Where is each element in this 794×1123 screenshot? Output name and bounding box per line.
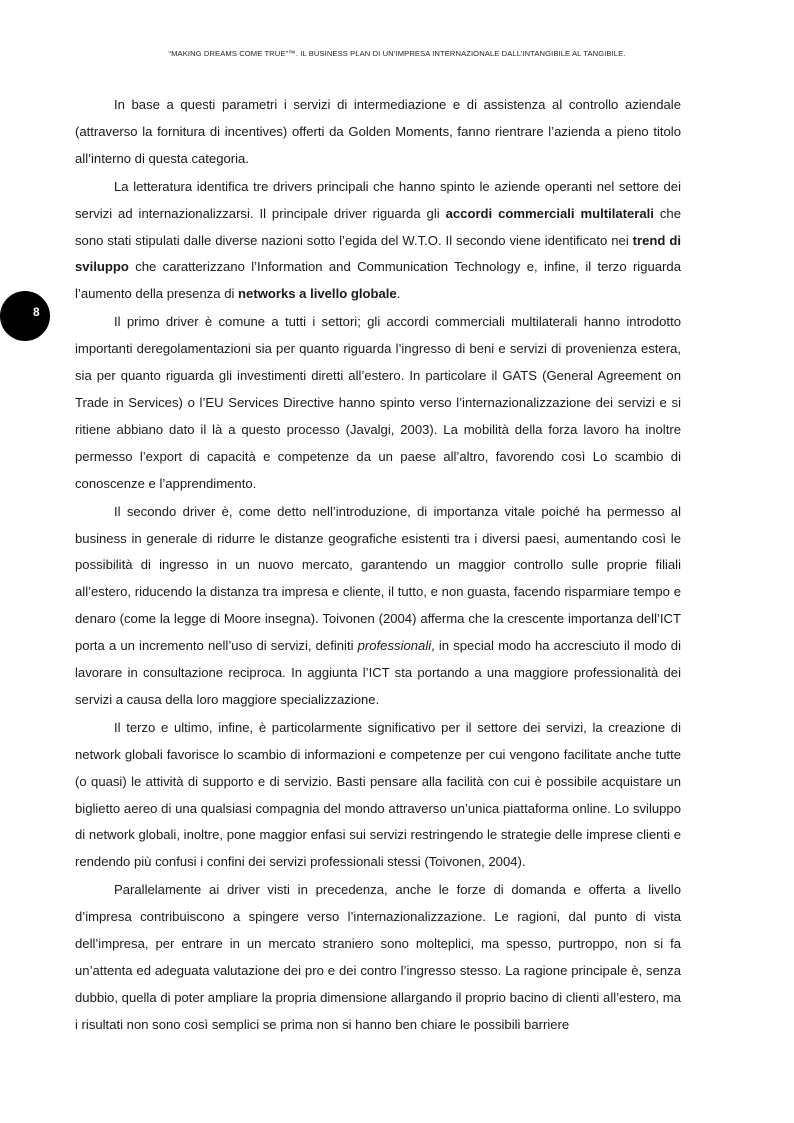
paragraph: [75, 715, 681, 876]
paragraph-text: In base a questi parametri i servizi di intermediazione e di assistenza al controllo aziendale (attraverso la fornitura di incentives) offerti da Golden Moments, fanno rientrare l’azienda a pieno titolo all’interno di questa categoria.: [75, 97, 681, 166]
paragraph: [75, 499, 681, 714]
running-header: “MAKING DREAMS COME TRUE”™. IL BUSINESS PLAN DI UN’IMPRESA INTERNAZIONALE DALL’INTANGIBILE AL TANGIBILE.: [168, 49, 626, 58]
paragraph-text: .: [396, 286, 401, 302]
paragraph-text: Il terzo e ultimo, infine, è particolarmente significativo per il settore dei servizi, la creazione di network globali favorisce lo scambio di informazioni e competenze per cui vengono facilitate anche tutte (o quasi) le attività di supporto e di servizio. Basti pensare alla facilità con cui è possibile acquistare un biglietto aereo di una qualsiasi compagnia del mondo attraverso un’unica piattaforma online. Lo sviluppo di network globali, inoltre, pone maggior enfasi sui servizi restringendo le strategie delle imprese clienti e rendendo più confusi i confini dei servizi professionali stessi (Toivonen, 2004).: [75, 719, 681, 870]
paragraph: [75, 92, 681, 173]
paragraph: [75, 877, 681, 1038]
bold-text: accordi commerciali multilaterali: [445, 205, 654, 221]
paragraph-text: Il secondo driver è, come detto nell’introduzione, di importanza vitale poiché ha permesso al business in generale di ridurre le distanze geografiche esistenti tra i diversi paesi, aumentando così le possibilità di ingresso in un nuovo mercato, garantendo un maggior controllo sulle proprie filiali all’estero, riducendo la distanza tra impresa e cliente, il tutto, e non guasta, facendo risparmiare tempo e denaro (come la legge di Moore insegna). Toivonen (2004) afferma che la crescente importanza dell’ICT porta a un incremento nell’uso di servizi, definiti: [75, 503, 681, 654]
body-text: [75, 92, 681, 1040]
page-number-badge: [0, 291, 50, 341]
paragraph: [75, 174, 681, 309]
paragraph-text: , in special modo ha accresciuto il modo di lavorare in consultazione reciproca. In aggiunta l’ICT sta portando a una maggiore professionalità dei servizi a causa della loro maggiore specializzazione.: [75, 638, 682, 707]
page-number: 8: [33, 305, 40, 319]
bold-text: trend di sviluppo: [75, 232, 681, 275]
paragraph-text: Parallelamente ai driver visti in precedenza, anche le forze di domanda e offerta a livello d’impresa contribuiscono a spingere verso l’internazionalizzazione. Le ragioni, dal punto di vista dell’impresa, per entrare in un mercato straniero sono molteplici, ma spesso, purtroppo, non si fa un’attenta ed adeguata valutazione dei pro e dei contro l’ingresso stesso. La ragione principale è, senza dubbio, quella di poter ampliare la propria dimensione allargando il proprio bacino di clienti all’estero, ma i risultati non sono così semplici se prima non si hanno ben chiare le possibili barriere: [75, 882, 681, 1032]
bold-text: networks a livello globale: [238, 286, 397, 302]
italic-text: professionali: [357, 638, 432, 654]
paragraph-text: Il primo driver è comune a tutti i settori; gli accordi commerciali multilaterali hanno introdotto importanti deregolamentazioni sia per quanto riguarda l’ingresso di beni e servizi di provenienza estera, sia per quanto riguarda gli investimenti diretti all’estero. In particolare il GATS (General Agreement on Trade in Services) o l’EU Services Directive hanno spinto verso l’internazionalizzazione dei servizi e si ritiene abbiano dato il là a questo processo (Javalgi, 2003). La mobilità della forza lavoro ha inoltre permesso l’export di capacità e competenze da un paese all’altro, favorendo così Lo scambio di conoscenze e l’apprendimento.: [75, 314, 681, 491]
paragraph-text: che caratterizzano l’Information and Communication Technology e, infine, il terzo riguarda l’aumento della presenza di: [75, 259, 681, 302]
paragraph: [75, 309, 681, 497]
paragraph-text: La letteratura identifica tre drivers principali che hanno spinto le aziende operanti nel settore dei servizi ad internazionalizzarsi. Il principale driver riguarda gli: [75, 178, 681, 221]
paragraph-text: che sono stati stipulati dalle diverse nazioni sotto l’egida del W.T.O. Il secondo viene identificato nei: [75, 205, 681, 248]
